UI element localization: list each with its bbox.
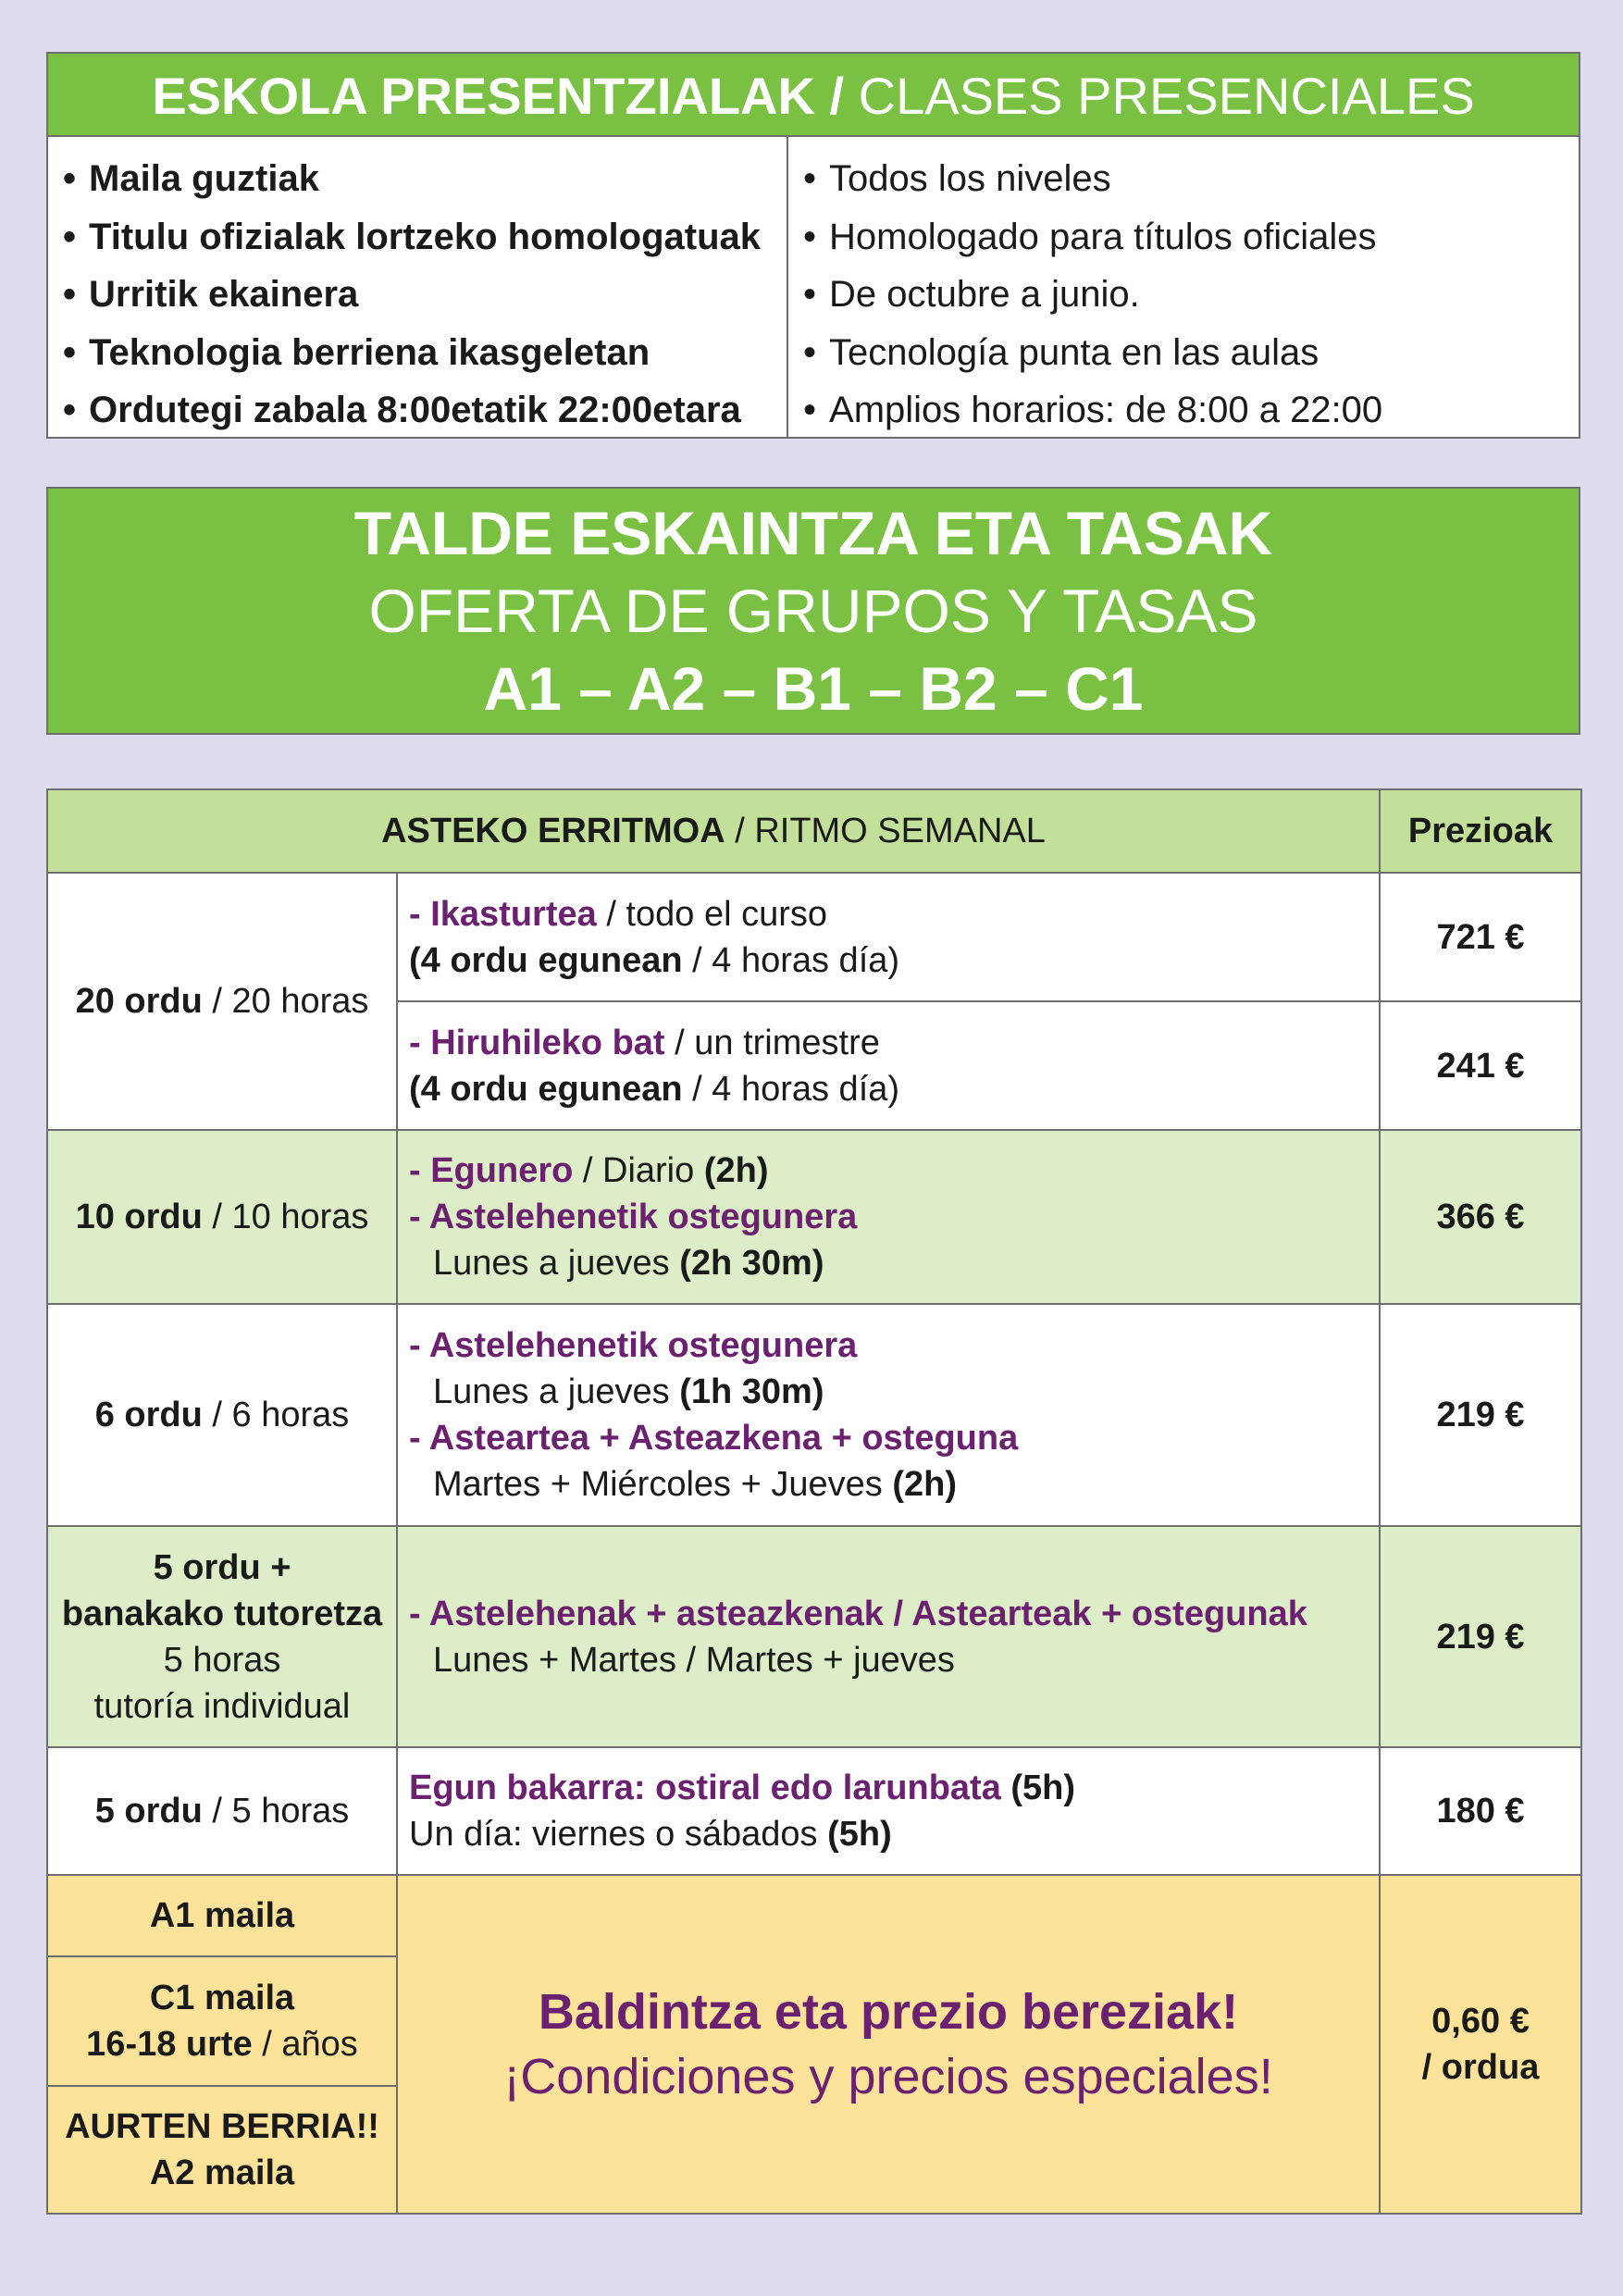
table-row bbox=[47, 1304, 1581, 1526]
features-es-column bbox=[788, 137, 1579, 437]
rhythm-eu: - Asteartea + Asteazkena + osteguna bbox=[409, 1419, 1019, 1458]
price-cell: 180 € bbox=[1380, 1747, 1581, 1875]
rhythm-cell bbox=[397, 1526, 1380, 1747]
rhythm-cell bbox=[397, 873, 1380, 1001]
rhythm-duration: (2h) bbox=[892, 1465, 957, 1504]
rhythm-duration: (1h 30m) bbox=[679, 1372, 824, 1411]
price-header: Prezioak bbox=[1380, 789, 1581, 873]
rhythm-eu: - Astelehenetik ostegunera bbox=[409, 1326, 858, 1365]
rhythm-header bbox=[47, 789, 1380, 873]
table-row bbox=[47, 1526, 1581, 1747]
hours-eu: 10 ordu bbox=[75, 1198, 203, 1236]
hours-es: 5 horas bbox=[163, 1640, 281, 1680]
feature-es: • Todos los niveles bbox=[803, 150, 1564, 208]
age-range: 16-18 urte bbox=[86, 2025, 253, 2064]
rhythm-detail-eu: (4 ordu egunean bbox=[409, 1069, 683, 1109]
age-unit: / años bbox=[262, 2025, 358, 2064]
rhythm-cell bbox=[397, 1747, 1380, 1875]
level-label: C1 maila bbox=[149, 1979, 295, 2017]
hours-eu: banakako tutoretza bbox=[61, 1594, 383, 1633]
feature-eu: • Titulu ofizialak lortzeko homologatuak bbox=[63, 208, 772, 267]
rhythm-es: / todo el curso bbox=[606, 894, 827, 934]
table-row bbox=[47, 1130, 1581, 1304]
special-level-a1: A1 maila bbox=[47, 1875, 397, 1956]
hours-es: / 6 horas bbox=[212, 1396, 350, 1434]
hours-cell bbox=[47, 1747, 397, 1875]
level-label: A2 maila bbox=[149, 2153, 295, 2192]
rhythm-es: Martes + Miércoles + Jueves bbox=[433, 1465, 883, 1504]
special-offer-cell bbox=[397, 1875, 1380, 2214]
price-cell: 721 € bbox=[1380, 873, 1581, 1001]
price-cell: 219 € bbox=[1380, 1304, 1581, 1526]
special-price: 0,60 € bbox=[1431, 2002, 1530, 2041]
hours-eu: 6 ordu bbox=[94, 1396, 203, 1434]
rhythm-duration: (5h) bbox=[827, 1815, 892, 1854]
rhythm-detail-es: / 4 horas día) bbox=[692, 940, 900, 980]
feature-es: • Amplios horarios: de 8:00 a 22:00 bbox=[803, 381, 1564, 440]
rhythm-eu: - Hiruhileko bat bbox=[409, 1023, 665, 1062]
hours-eu: 5 ordu bbox=[94, 1792, 203, 1831]
price-cell: 219 € bbox=[1380, 1526, 1581, 1747]
table-row bbox=[47, 873, 1581, 1001]
hours-cell bbox=[47, 1526, 397, 1747]
feature-eu: • Maila guztiak bbox=[63, 150, 772, 208]
rhythm-eu: - Ikasturtea bbox=[409, 894, 597, 934]
rhythm-es: Lunes a jueves bbox=[433, 1244, 670, 1283]
feature-es: • Homologado para títulos oficiales bbox=[803, 208, 1564, 267]
hours-cell bbox=[47, 1130, 397, 1304]
special-price-unit: / ordua bbox=[1421, 2048, 1540, 2087]
hours-eu: 20 ordu bbox=[75, 982, 203, 1021]
hours-es: / 10 horas bbox=[212, 1198, 369, 1236]
offer-title-es: OFERTA DE GRUPOS Y TASAS bbox=[368, 577, 1258, 645]
offer-title-eu: TALDE ESKAINTZA ETA TASAK bbox=[353, 499, 1273, 567]
rhythm-duration: (5h) bbox=[1010, 1769, 1076, 1807]
price-cell: 241 € bbox=[1380, 1001, 1581, 1130]
special-text-es: ¡Condiciones y precios especiales! bbox=[503, 2049, 1273, 2104]
rhythm-header-eu: ASTEKO ERRITMOA bbox=[381, 812, 725, 850]
rhythm-eu: - Egunero bbox=[409, 1151, 574, 1190]
rhythm-es: / un trimestre bbox=[675, 1023, 880, 1062]
rhythm-duration: (2h) bbox=[703, 1151, 769, 1190]
rhythm-es: Lunes a jueves bbox=[433, 1372, 670, 1411]
rhythm-cell bbox=[397, 1001, 1380, 1130]
feature-es: • De octubre a junio. bbox=[803, 266, 1564, 324]
schools-title-es: CLASES PRESENCIALES bbox=[858, 66, 1475, 125]
offer-levels: A1 – A2 – B1 – B2 – C1 bbox=[483, 654, 1144, 723]
table-row bbox=[47, 1747, 1581, 1875]
new-badge: AURTEN BERRIA!! bbox=[65, 2107, 379, 2146]
hours-es: / 20 horas bbox=[212, 982, 369, 1021]
rhythm-detail-es: / 4 horas día) bbox=[692, 1069, 900, 1109]
rhythm-es: / Diario bbox=[582, 1151, 695, 1190]
price-table bbox=[46, 788, 1582, 2215]
rhythm-duration: (2h 30m) bbox=[679, 1244, 824, 1283]
hours-cell bbox=[47, 1304, 397, 1526]
hours-cell bbox=[47, 873, 397, 1130]
rhythm-cell bbox=[397, 1130, 1380, 1304]
rhythm-cell bbox=[397, 1304, 1380, 1526]
features-eu-column bbox=[48, 137, 788, 437]
schools-title-eu: ESKOLA PRESENTZIALAK / bbox=[152, 66, 845, 125]
rhythm-es: Un día: viernes o sábados bbox=[409, 1815, 818, 1854]
schools-header bbox=[46, 52, 1580, 137]
table-header-row bbox=[47, 789, 1581, 873]
hours-eu: 5 ordu + bbox=[153, 1547, 291, 1587]
offer-banner bbox=[46, 487, 1580, 735]
rhythm-eu: - Astelehenak + asteazkenak / Astearteak + ostegunak bbox=[409, 1594, 1307, 1633]
feature-eu: • Ordutegi zabala 8:00etatik 22:00etara bbox=[63, 381, 772, 440]
special-text-eu: Baldintza eta prezio bereziak! bbox=[538, 1984, 1239, 2040]
hours-es: / 5 horas bbox=[212, 1792, 350, 1831]
special-price-cell bbox=[1380, 1875, 1581, 2214]
feature-es: • Tecnología punta en las aulas bbox=[803, 324, 1564, 382]
rhythm-es: Lunes + Martes / Martes + jueves bbox=[433, 1640, 955, 1680]
feature-eu: • Teknologia berriena ikasgeletan bbox=[63, 324, 772, 382]
table-row bbox=[47, 1875, 1581, 1956]
feature-eu: • Urritik ekainera bbox=[63, 266, 772, 324]
rhythm-header-es: / RITMO SEMANAL bbox=[735, 812, 1046, 850]
rhythm-detail-eu: (4 ordu egunean bbox=[409, 940, 683, 980]
price-cell: 366 € bbox=[1380, 1130, 1581, 1304]
hours-es: tutoría individual bbox=[93, 1686, 351, 1726]
special-level-c1 bbox=[47, 1956, 397, 2086]
rhythm-eu: Egun bakarra: ostiral edo larunbata bbox=[409, 1769, 1001, 1807]
rhythm-eu: - Astelehenetik ostegunera bbox=[409, 1198, 858, 1236]
special-level-new bbox=[47, 2086, 397, 2214]
schools-features bbox=[46, 135, 1580, 439]
